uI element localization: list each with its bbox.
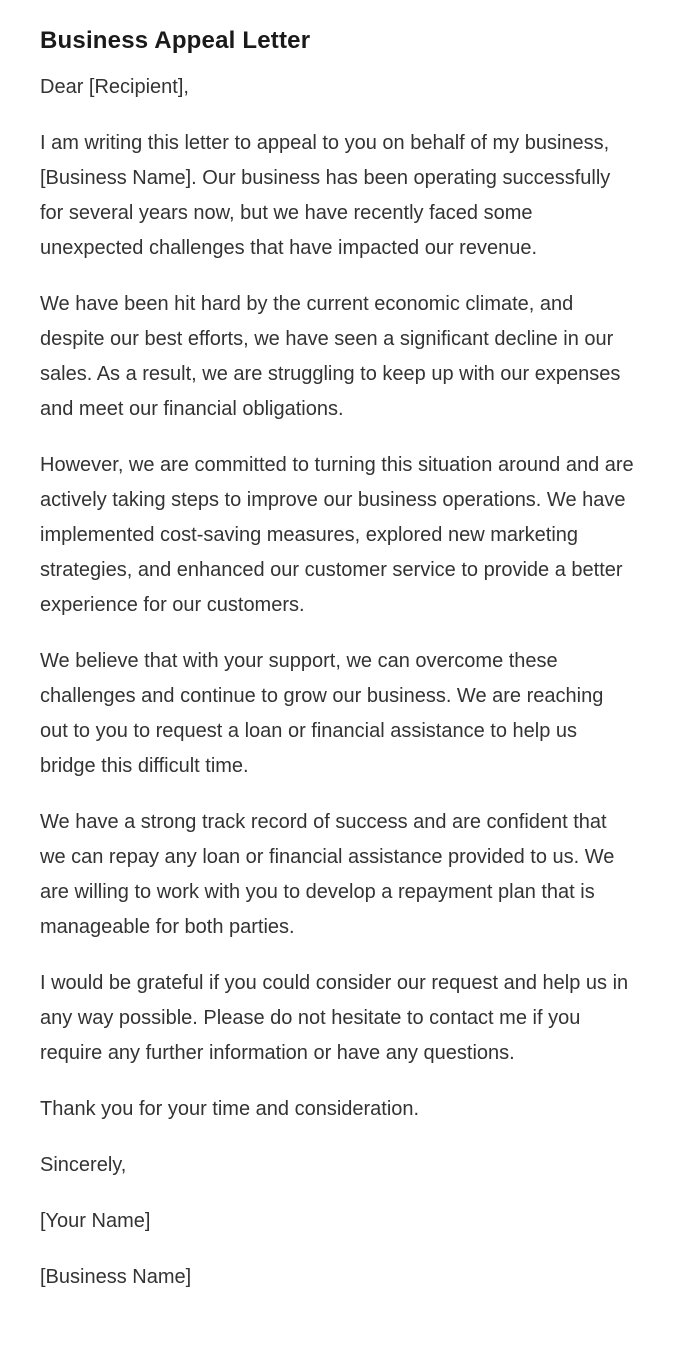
signature-block bbox=[40, 1204, 636, 1295]
letter-paragraph: We believe that with your support, we can overcome these challenges and continue to grow our business. We are reaching out to you to request a loan or financial assistance to help us bridge this difficult time. bbox=[40, 650, 604, 777]
signature-line: [Business Name] bbox=[40, 1266, 192, 1288]
salutation: Dear [Recipient], bbox=[40, 76, 189, 98]
letter-paragraph: I am writing this letter to appeal to you on behalf of my business, [Business Name]. Our business has been operating successfully for several years now, but we have recently faced some unexpected challenges that have impacted our revenue. bbox=[40, 132, 611, 259]
letter-body bbox=[40, 126, 636, 1071]
letter-paragraph: I would be grateful if you could consider our request and help us in any way possible. Please do not hesitate to contact me if you require any further information or have any questions. bbox=[40, 972, 629, 1064]
letter-paragraph: We have been hit hard by the current economic climate, and despite our best efforts, we have seen a significant decline in our sales. As a result, we are struggling to keep up with our expenses and meet our financial obligations. bbox=[40, 293, 621, 420]
signoff: Sincerely, bbox=[40, 1154, 127, 1176]
signature-line: [Your Name] bbox=[40, 1210, 151, 1232]
letter-paragraph: However, we are committed to turning this situation around and are actively taking steps to improve our business operations. We have implemented cost-saving measures, explored new marketing strategies, and enhanced our customer service to provide a better experience for our customers. bbox=[40, 454, 634, 616]
closing-line: Thank you for your time and consideration. bbox=[40, 1098, 420, 1120]
letter-paragraph: We have a strong track record of success and are confident that we can repay any loan or financial assistance provided to us. We are willing to work with you to develop a repayment plan that is manageable for both parties. bbox=[40, 811, 615, 938]
page-title: Business Appeal Letter bbox=[40, 27, 311, 54]
